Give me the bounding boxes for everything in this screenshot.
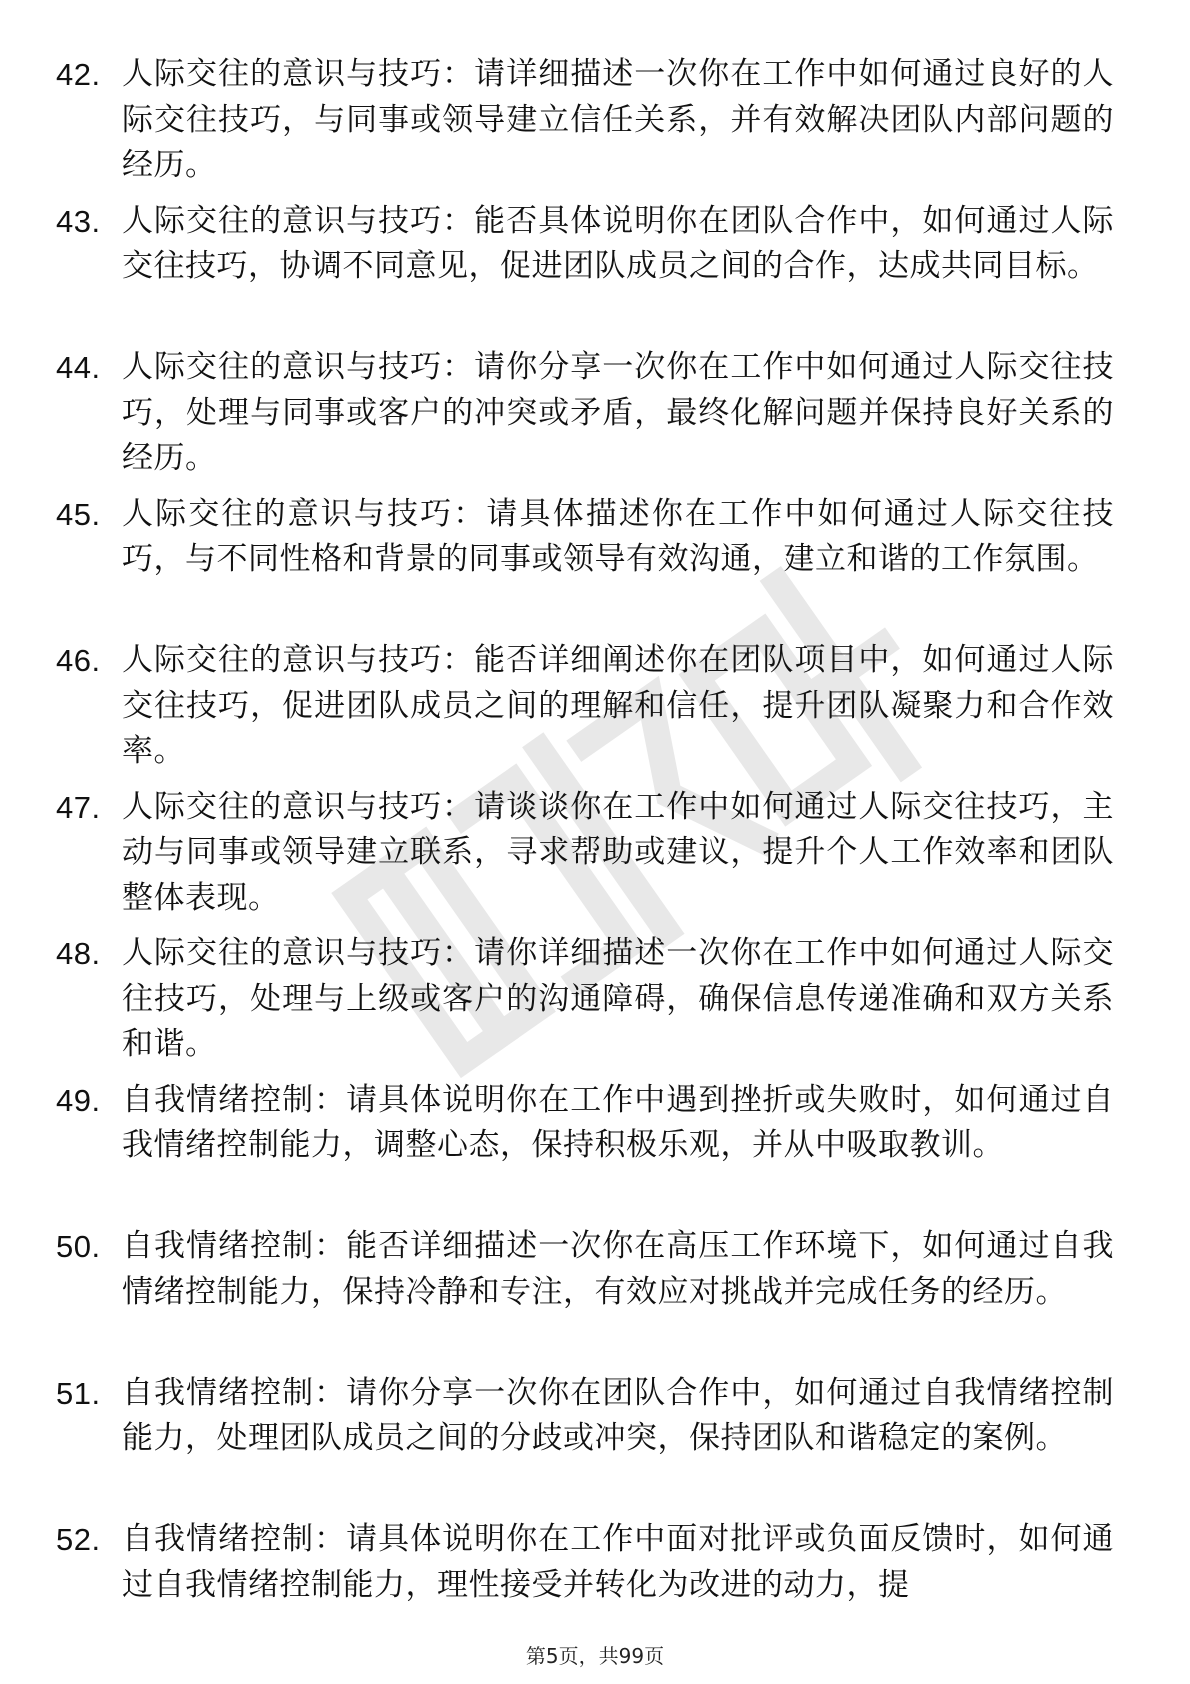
question-item [56, 52, 1114, 189]
question-text: 自我情绪控制：能否详细描述一次你在高压工作环境下，如何通过自我情绪控制能力，保持冷静和专注，有效应对挑战并完成任务的经历。 [122, 1228, 1114, 1310]
question-number: 50. [56, 1229, 101, 1264]
question-text: 自我情绪控制：请你分享一次你在团队合作中，如何通过自我情绪控制能力，处理团队成员之间的分歧或冲突，保持团队和谐稳定的案例。 [122, 1374, 1114, 1456]
question-text: 人际交往的意识与技巧：请谈谈你在工作中如何通过人际交往技巧，主动与同事或领导建立联系，寻求帮助或建议，提升个人工作效率和团队整体表现。 [122, 788, 1114, 916]
question-number: 51. [56, 1375, 101, 1411]
question-number: 42. [56, 57, 101, 92]
question-item [56, 1078, 1114, 1215]
question-item [56, 1224, 1114, 1361]
question-item [56, 638, 1114, 775]
question-text: 自我情绪控制：请具体说明你在工作中遇到挫折或失败时，如何通过自我情绪控制能力，调整心态，保持积极乐观，并从中吸取教训。 [122, 1081, 1114, 1163]
question-text: 人际交往的意识与技巧：请具体描述你在工作中如何通过人际交往技巧，与不同性格和背景的同事或领导有效沟通，建立和谐的工作氛围。 [122, 495, 1114, 577]
question-text: 自我情绪控制：请具体说明你在工作中面对批评或负面反馈时，如何通过自我情绪控制能力，理性接受并转化为改进的动力，提 [122, 1521, 1114, 1603]
question-number: 48. [56, 936, 101, 971]
question-number: 45. [56, 496, 101, 532]
question-number: 44. [56, 350, 101, 385]
question-number: 46. [56, 643, 101, 678]
question-number: 47. [56, 789, 101, 825]
page-number-footer: 第5页，共99页 [525, 1644, 665, 1668]
question-number: 49. [56, 1082, 101, 1118]
question-text: 人际交往的意识与技巧：请你详细描述一次你在工作中如何通过人际交往技巧，处理与上级或客户的沟通障碍，确保信息传递准确和双方关系和谐。 [122, 935, 1114, 1062]
question-item [56, 1371, 1114, 1508]
question-text: 人际交往的意识与技巧：能否详细阐述你在团队项目中，如何通过人际交往技巧，促进团队成员之间的理解和信任，提升团队凝聚力和合作效率。 [122, 642, 1114, 769]
question-item [56, 199, 1114, 336]
question-item [56, 492, 1114, 629]
question-text: 人际交往的意识与技巧：能否具体说明你在团队合作中，如何通过人际交往技巧，协调不同意见，促进团队成员之间的合作，达成共同目标。 [122, 202, 1114, 284]
question-text: 人际交往的意识与技巧：请你分享一次你在工作中如何通过人际交往技巧，处理与同事或客户的冲突或矛盾，最终化解问题并保持良好关系的经历。 [122, 349, 1114, 476]
question-number: 43. [56, 203, 101, 239]
question-item [56, 931, 1114, 1068]
question-item [56, 785, 1114, 922]
question-item [56, 345, 1114, 482]
question-text: 人际交往的意识与技巧：请详细描述一次你在工作中如何通过良好的人际交往技巧，与同事或领导建立信任关系，并有效解决团队内部问题的经历。 [122, 56, 1114, 183]
question-list [56, 52, 1114, 1618]
question-item [56, 1517, 1114, 1608]
question-number: 52. [56, 1522, 101, 1557]
